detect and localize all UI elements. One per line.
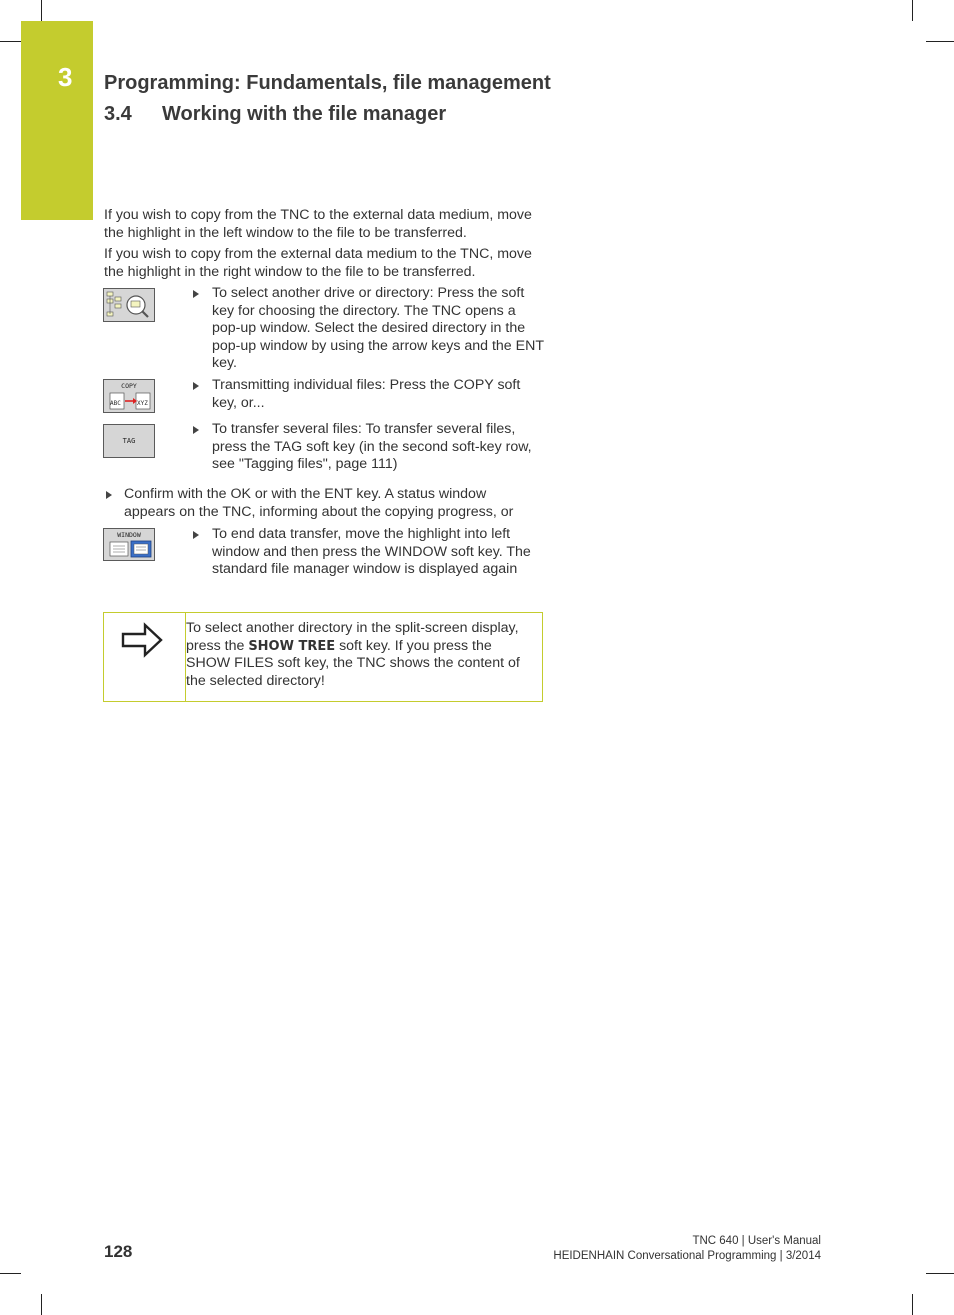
section-number: 3.4 bbox=[104, 103, 132, 125]
bullet-arrow-icon bbox=[193, 426, 199, 434]
note-text-part: soft key. If you press the SHOW FILES soft key, the TNC shows the content of the selected directory! bbox=[186, 637, 520, 689]
bullet-arrow-icon bbox=[193, 290, 199, 298]
crop-mark bbox=[926, 1273, 954, 1274]
paragraph: If you wish to copy from the external data medium to the TNC, move the highlight in the right window to the file to be transferred. bbox=[104, 246, 532, 280]
crop-mark bbox=[0, 1273, 21, 1274]
paragraph: If you wish to copy from the TNC to the external data medium, move the highlight in the left window to the file to be transferred. bbox=[104, 207, 532, 241]
copy-target-label: XYZ bbox=[137, 400, 148, 407]
note-text-part: To select another directory in the split-screen display, press the bbox=[186, 620, 519, 654]
step-text: To select another drive or directory: Press the soft key for choosing the directory. The TNC opens a pop-up window. Select the desired directory in the pop-up window by using the arrow keys and the ENT key. bbox=[212, 285, 544, 371]
copy-source-label: ABC bbox=[110, 400, 121, 407]
window-icon bbox=[103, 528, 155, 561]
crop-mark bbox=[0, 41, 21, 42]
footer-line: TNC 640 | User's Manual bbox=[692, 1235, 821, 1247]
bullet-arrow-icon bbox=[106, 491, 112, 499]
tag-softkey bbox=[103, 424, 155, 458]
bullet-arrow-icon bbox=[193, 531, 199, 539]
crop-mark bbox=[912, 0, 913, 21]
arrow-right-icon bbox=[121, 622, 165, 658]
directory-softkey bbox=[103, 288, 155, 322]
note-bold-text: SHOW TREE bbox=[248, 638, 336, 654]
step-text: To end data transfer, move the highlight into left window and then press the WINDOW soft key. The standard file manager window is displayed again bbox=[212, 526, 531, 577]
window-label: WINDOW bbox=[117, 531, 141, 539]
step-text: To transfer several files: To transfer several files, press the TAG soft key (in the second soft-key row, see "Tagging files", page 111) bbox=[212, 421, 532, 472]
chapter-tab bbox=[21, 21, 93, 220]
footer bbox=[553, 1234, 821, 1264]
section-title: Working with the file manager bbox=[162, 103, 447, 125]
copy-label: COPY bbox=[121, 382, 137, 390]
window-softkey bbox=[103, 528, 155, 561]
note-text bbox=[186, 620, 536, 690]
step-text: Transmitting individual files: Press the COPY soft key, or... bbox=[212, 377, 521, 411]
page-number: 128 bbox=[104, 1242, 133, 1261]
bullet-arrow-icon bbox=[193, 382, 199, 390]
step-text: Confirm with the OK or with the ENT key. A status window appears on the TNC, informing about the copying progress, or bbox=[124, 486, 514, 520]
crop-mark bbox=[926, 41, 954, 42]
crop-mark bbox=[41, 0, 42, 21]
tag-icon: TAG bbox=[122, 437, 136, 445]
copy-softkey bbox=[103, 379, 155, 413]
crop-mark bbox=[912, 1294, 913, 1315]
chapter-number: 3 bbox=[58, 62, 73, 92]
copy-icon bbox=[103, 379, 155, 413]
directory-tree-icon bbox=[103, 288, 155, 322]
crop-mark bbox=[41, 1294, 42, 1315]
footer-line: HEIDENHAIN Conversational Programming | 3/2014 bbox=[553, 1250, 821, 1262]
chapter-title: Programming: Fundamentals, file management bbox=[104, 72, 551, 94]
